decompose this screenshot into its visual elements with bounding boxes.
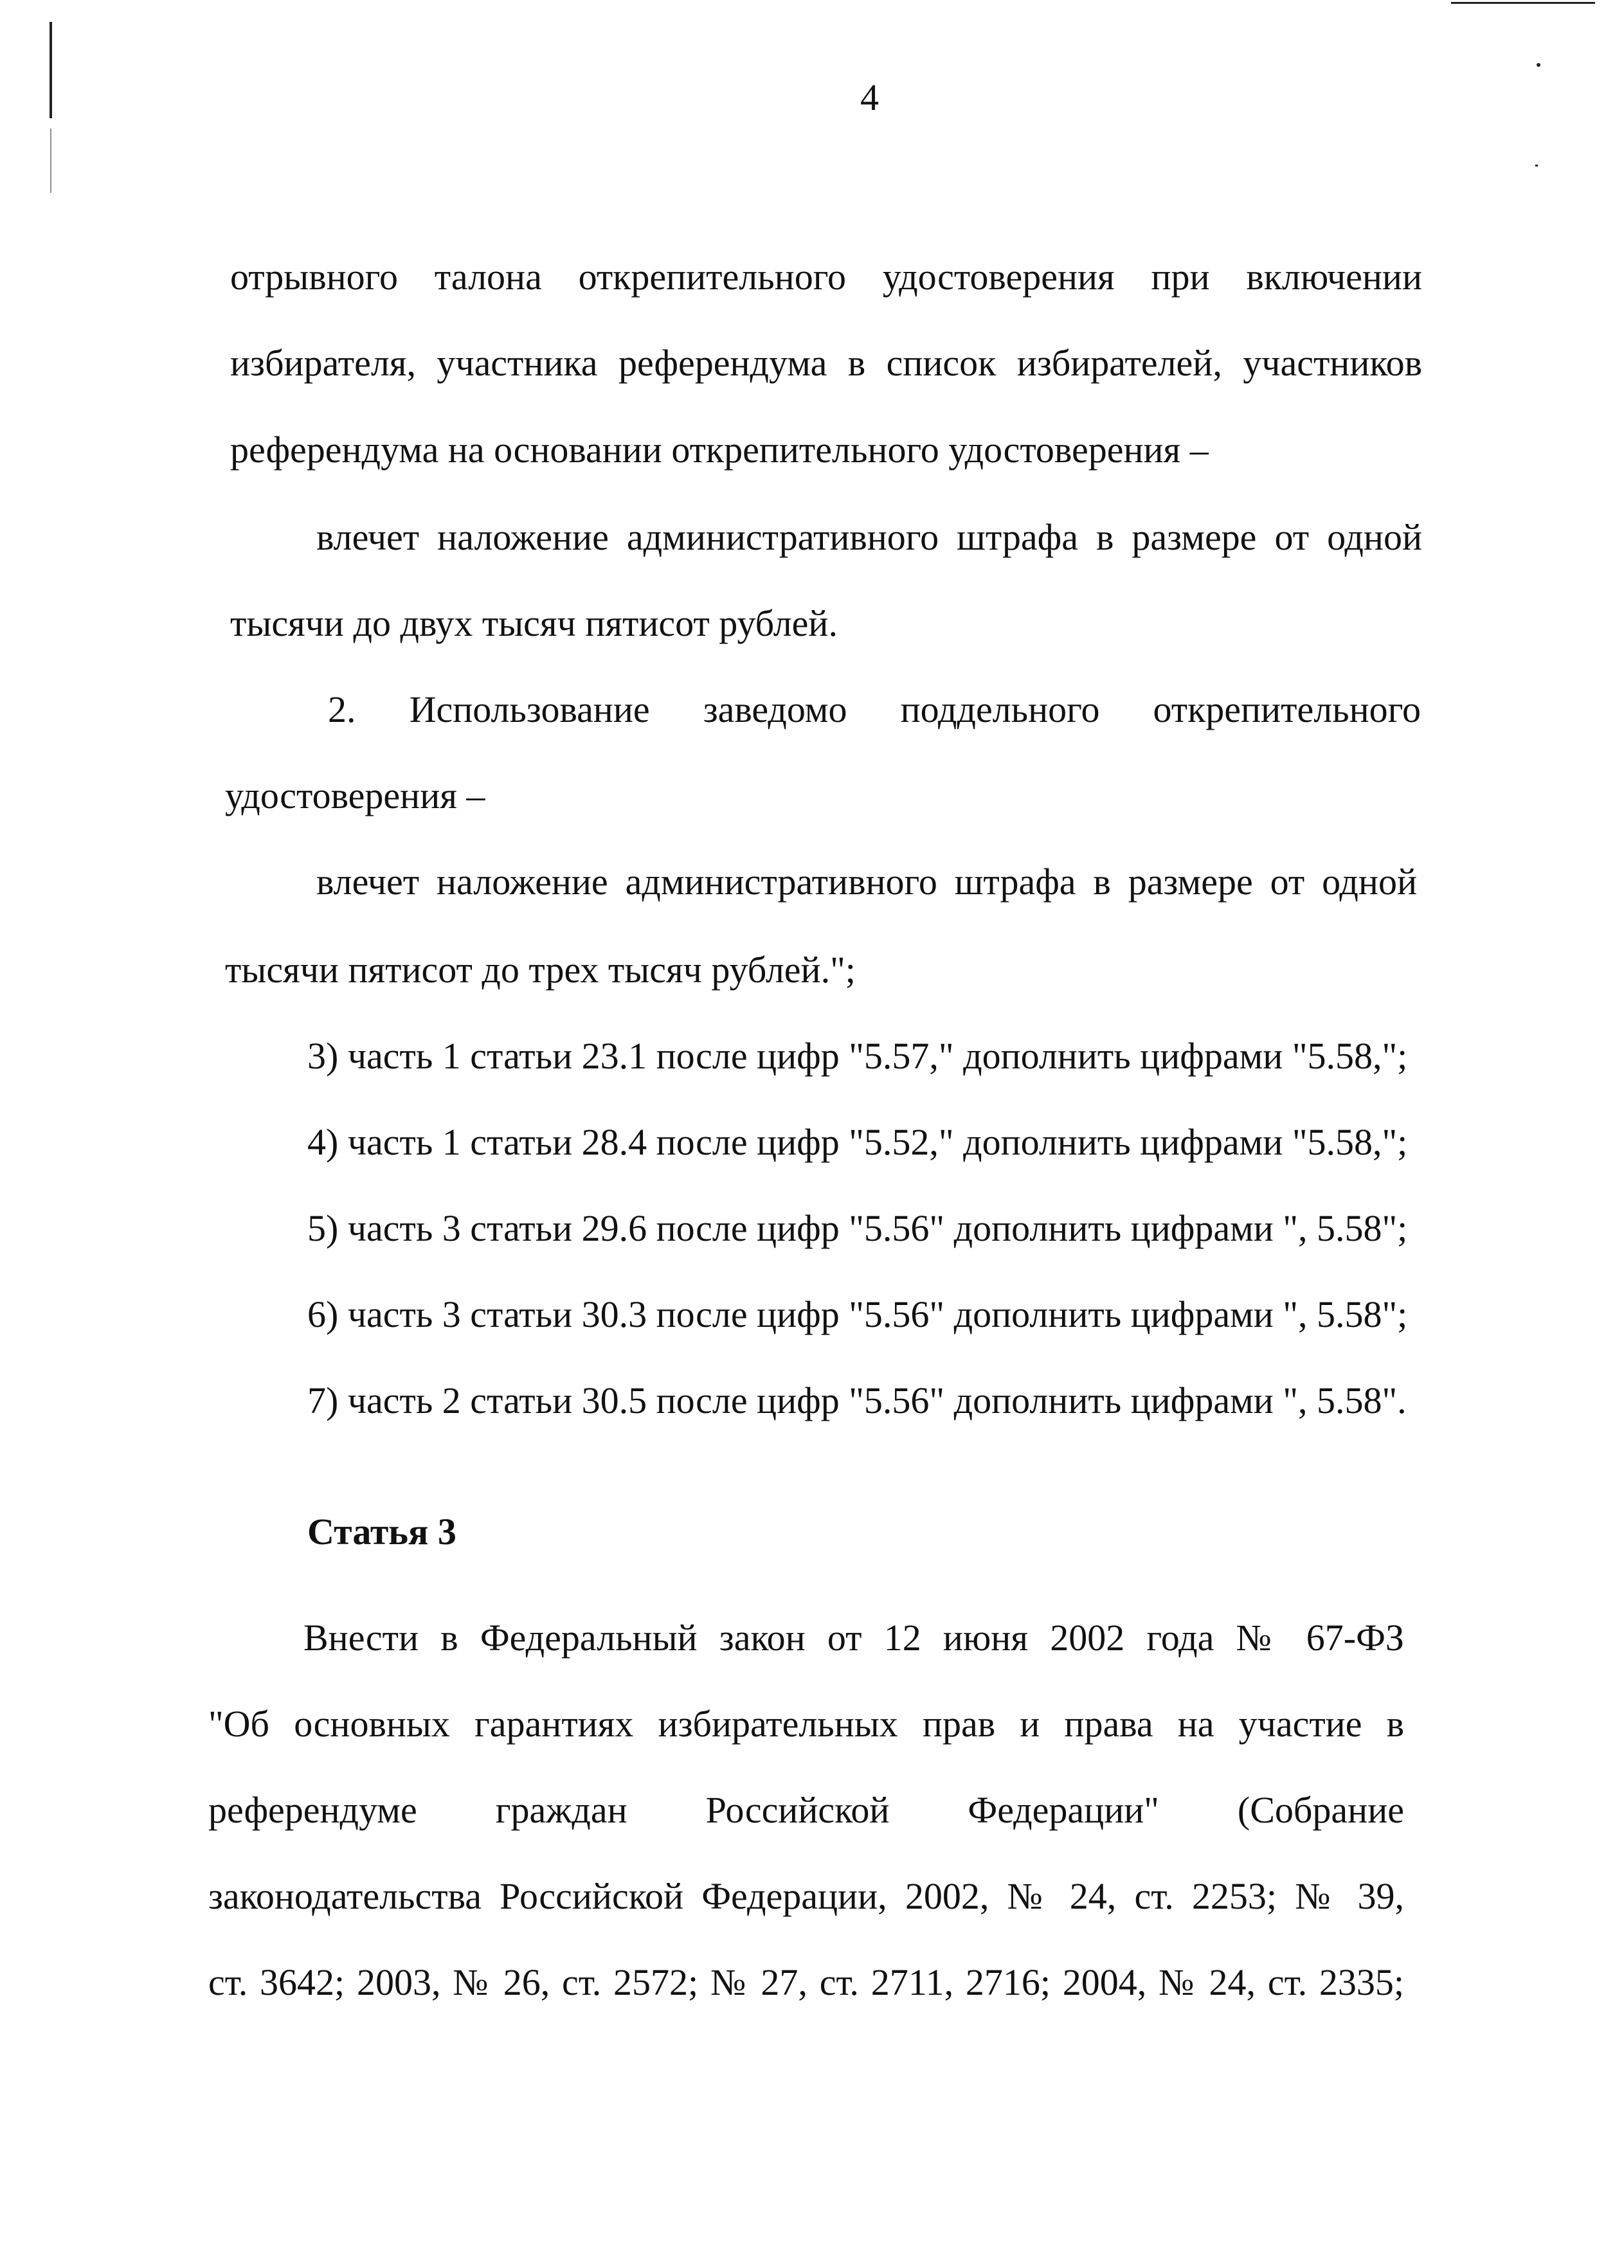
page-number: 4 [860,76,879,118]
amendment-item: 6) часть 3 статьи 30.3 после цифр "5.56" дополнить цифрами ", 5.58"; [307,1293,1408,1335]
text-line: референдума на основании открепительного удостоверения – [230,429,1209,471]
text-line: отрывного талона открепительного удостоверения при включении [230,256,1422,298]
amendment-item: 7) часть 2 статьи 30.5 после цифр "5.56" дополнить цифрами ", 5.58". [307,1380,1407,1421]
text-line: Внести в Федеральный закон от 12 июня 2002 года № 67-ФЗ [303,1617,1404,1659]
text-line: ст. 3642; 2003, № 26, ст. 2572; № 27, ст. 2711, 2716; 2004, № 24, ст. 2335; [208,1961,1404,2003]
scan-dot [1535,165,1538,166]
text-line: 2. Использование заведомо поддельного открепительного [328,688,1421,730]
scan-top-line [1451,2,1595,4]
text-line: законодательства Российской Федерации, 2002, № 24, ст. 2253; № 39, [208,1875,1404,1917]
amendment-item: 4) часть 1 статьи 28.4 после цифр "5.52," дополнить цифрами "5.58,"; [307,1121,1408,1163]
scan-margin-line [50,22,52,118]
text-line: "Об основных гарантиях избирательных прав и права на участие в [208,1703,1404,1745]
text-line: избирателя, участника референдума в список избирателей, участников [230,342,1422,384]
text-line: удостоверения – [225,775,485,816]
amendment-item: 5) часть 3 статьи 29.6 после цифр "5.56" дополнить цифрами ", 5.58"; [307,1207,1408,1249]
text-line: влечет наложение административного штрафа в размере от одной [316,861,1417,903]
scan-dot [1537,63,1540,67]
text-line: тысячи пятисот до трех тысяч рублей."; [225,949,856,991]
amendment-item: 3) часть 1 статьи 23.1 после цифр "5.57," дополнить цифрами "5.58,"; [307,1035,1408,1077]
article-heading: Статья 3 [307,1511,456,1553]
text-line: референдуме граждан Российской Федерации" (Собрание [208,1789,1404,1831]
scan-margin-line [50,129,51,193]
text-line: влечет наложение административного штрафа в размере от одной [316,516,1422,558]
text-line: тысячи до двух тысяч пятисот рублей. [230,602,838,644]
